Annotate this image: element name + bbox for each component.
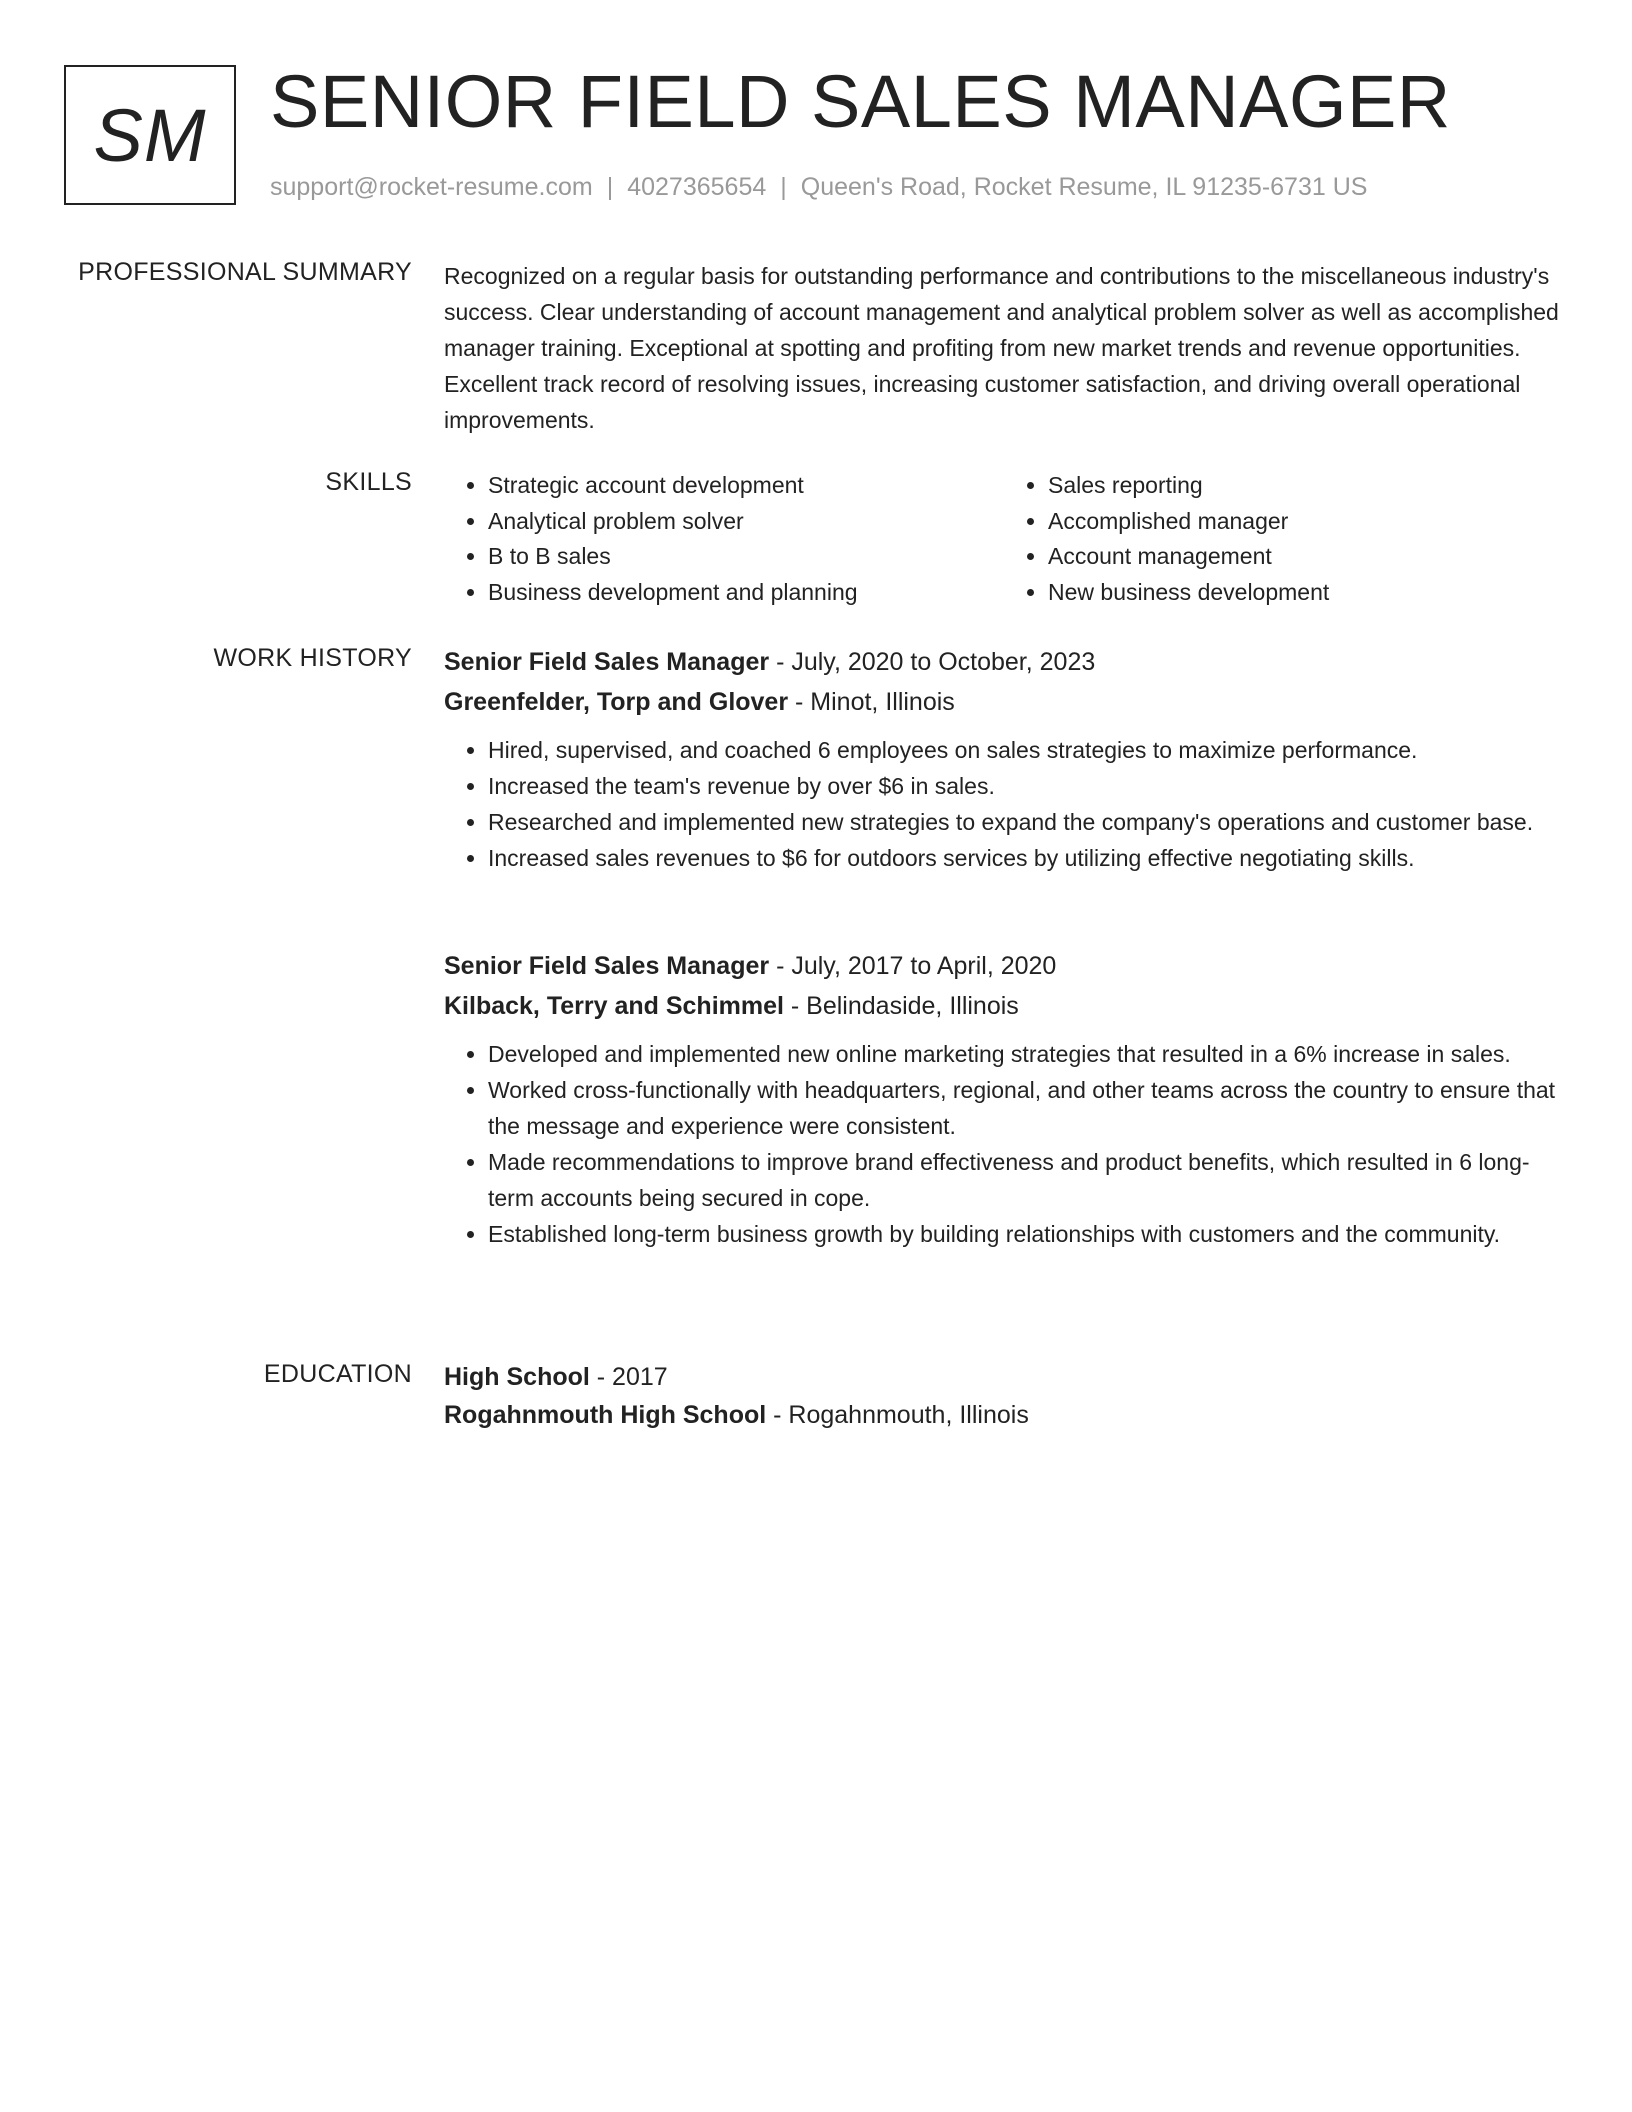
phone-number[interactable]: 4027365654: [627, 173, 767, 201]
contact-info: [270, 173, 1367, 202]
job-bullet: • Hired, supervised, and coached 6 employees on sales strategies to maximize performance.: [488, 732, 1564, 768]
skill-item: • New business development: [1048, 575, 1564, 611]
job-company: Greenfelder, Torp and Glover: [444, 688, 789, 716]
skill-item: • Analytical problem solver: [488, 504, 1004, 540]
resume-header: [64, 60, 1574, 210]
job-entry: [444, 642, 1564, 876]
job-bullets: [444, 732, 1564, 876]
skill-item: • Account management: [1048, 539, 1564, 575]
job-title-line: [444, 946, 1564, 986]
skill-item: • Strategic account development: [488, 468, 1004, 504]
education-degree: High School: [444, 1363, 590, 1391]
education-school: Rogahnmouth High School: [444, 1401, 767, 1429]
skills-section: [64, 468, 1574, 618]
contact-separator: |: [780, 173, 787, 201]
monogram-logo: SM: [64, 65, 236, 205]
job-bullet: • Increased the team's revenue by over $6 in sales.: [488, 768, 1564, 804]
job-bullet: • Researched and implemented new strategies to expand the company's operations and customer base.: [488, 804, 1564, 840]
job-dates: - July, 2020 to October, 2023: [769, 648, 1096, 676]
skill-item: • Sales reporting: [1048, 468, 1564, 504]
section-heading-skills: SKILLS: [325, 468, 412, 496]
job-location: - Minot, Illinois: [788, 688, 955, 716]
skill-item: • Accomplished manager: [1048, 504, 1564, 540]
job-bullet: • Made recommendations to improve brand effectiveness and product benefits, which resulted in 6 long-term accounts being secured in cope.: [488, 1144, 1564, 1216]
job-entry: [444, 946, 1564, 1252]
job-title-line: [444, 642, 1564, 682]
job-location: - Belindaside, Illinois: [783, 992, 1019, 1020]
address: Queen's Road, Rocket Resume, IL 91235-6731 US: [800, 173, 1368, 201]
section-heading-summary: PROFESSIONAL SUMMARY: [78, 258, 412, 286]
page-title: SENIOR FIELD SALES MANAGER: [270, 60, 1451, 143]
job-company-line: [444, 682, 1564, 722]
job-bullet: • Established long-term business growth by building relationships with customers and the community.: [488, 1216, 1564, 1252]
job-title: Senior Field Sales Manager: [444, 952, 770, 980]
job-company-line: [444, 986, 1564, 1026]
skills-list-right: [1004, 468, 1564, 610]
email-link[interactable]: support@rocket-resume.com: [270, 173, 593, 201]
job-company: Kilback, Terry and Schimmel: [444, 992, 784, 1020]
job-bullets: [444, 1036, 1564, 1252]
skills-list-left: [444, 468, 1004, 610]
education-section: [64, 1358, 1574, 1448]
summary-text: Recognized on a regular basis for outstanding performance and contributions to the miscellaneous industry's success. Clear understanding of account management and analytical problem solver as well as accomplished manager training. Exceptional at spotting and profiting from new market trends and revenue opportunities. Excellent track record of resolving issues, increasing customer satisfaction, and driving overall operational improvements.: [444, 263, 1559, 433]
section-heading-education: EDUCATION: [263, 1360, 412, 1388]
education-year: - 2017: [589, 1363, 668, 1391]
job-bullet: • Worked cross-functionally with headquarters, regional, and other teams across the country to ensure that the message and experience were consistent.: [488, 1072, 1564, 1144]
job-bullet: • Increased sales revenues to $6 for outdoors services by utilizing effective negotiating skills.: [488, 840, 1564, 876]
skill-item: • B to B sales: [488, 539, 1004, 575]
job-dates: - July, 2017 to April, 2020: [769, 952, 1057, 980]
education-school-line: [444, 1396, 1564, 1434]
section-heading-work-history: WORK HISTORY: [213, 644, 412, 672]
education-location: - Rogahnmouth, Illinois: [766, 1401, 1029, 1429]
work-history-section: [64, 642, 1574, 1342]
summary-section: [64, 258, 1574, 438]
education-degree-line: [444, 1358, 1564, 1396]
job-bullet: • Developed and implemented new online marketing strategies that resulted in a 6% increase in sales.: [488, 1036, 1564, 1072]
skill-item: • Business development and planning: [488, 575, 1004, 611]
contact-separator: |: [606, 173, 614, 201]
job-title: Senior Field Sales Manager: [444, 648, 770, 676]
